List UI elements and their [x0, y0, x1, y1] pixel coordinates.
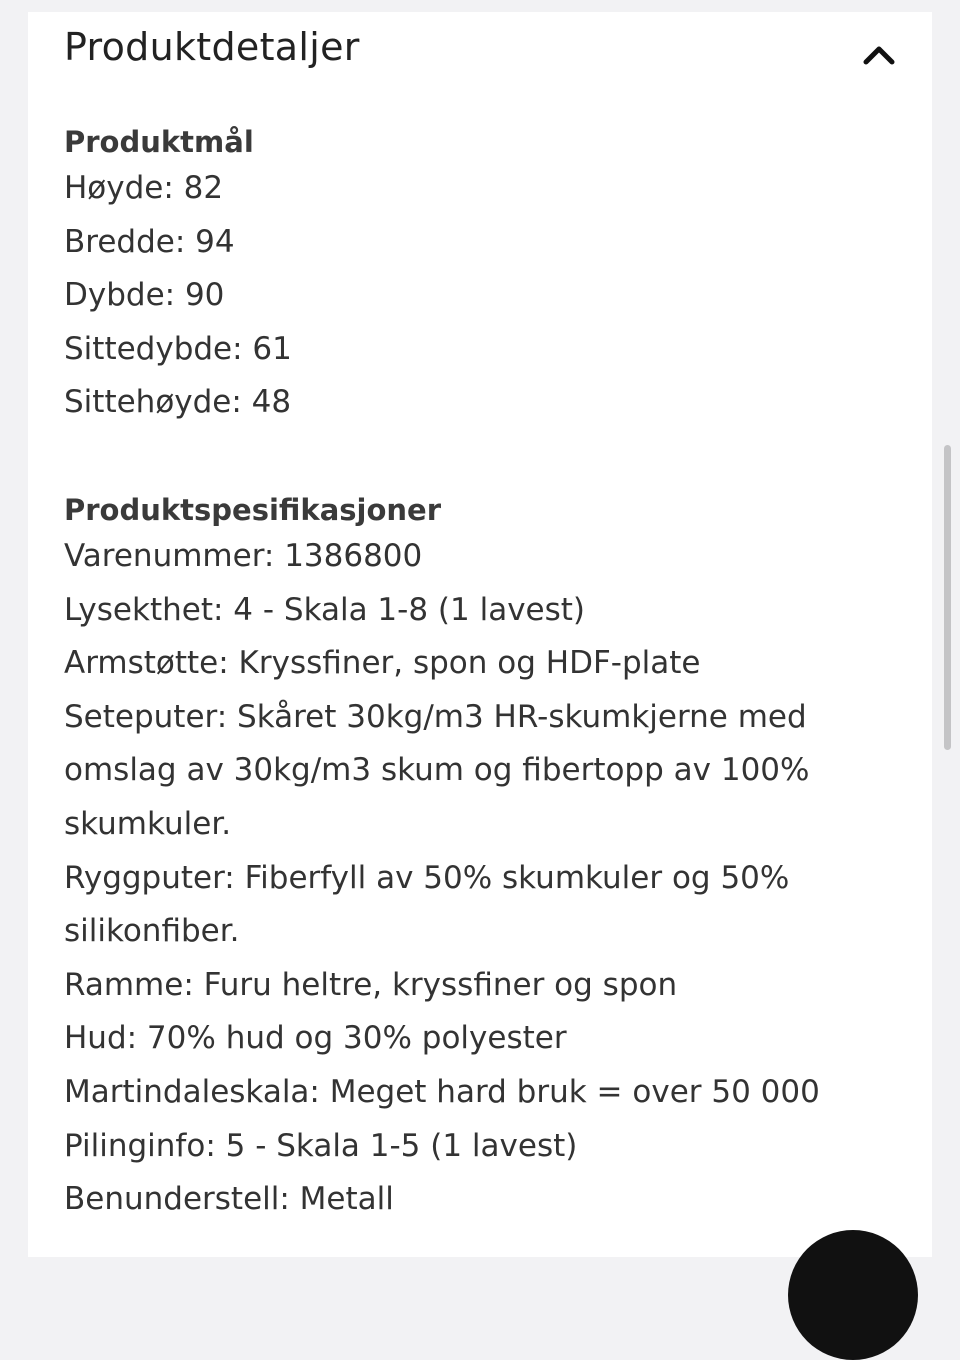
spec-frame: Ramme: Furu heltre, kryssfiner og spon — [64, 966, 678, 1003]
spec-martindale: Martindaleskala: Meget hard bruk = over 50 000 — [64, 1073, 820, 1110]
product-details-panel — [28, 12, 932, 1257]
spec-legs: Benunderstell: Metall — [64, 1181, 394, 1218]
panel-header[interactable] — [28, 12, 932, 82]
spec-leather: Hud: 70% hud og 30% polyester — [64, 1020, 567, 1057]
spec-back-cushions: Ryggputer: Fiberfyll av 50% skumkuler og 50% silikonfiber. — [64, 859, 790, 950]
collapse-button[interactable] — [858, 34, 900, 76]
section-spacer — [64, 430, 904, 490]
dimension-height: Høyde: 82 — [64, 170, 224, 206]
spec-pilling: Pilinginfo: 5 - Skala 1-5 (1 lavest) — [64, 1127, 578, 1164]
panel-content — [64, 122, 904, 1227]
scrollbar-thumb[interactable] — [944, 445, 951, 750]
dimension-seat-depth: Sittedybde: 61 — [64, 330, 292, 367]
dimension-width: Bredde: 94 — [64, 223, 235, 260]
spec-light-fastness: Lysekthet: 4 - Skala 1-8 (1 lavest) — [64, 591, 586, 628]
dimension-depth: Dybde: 90 — [64, 277, 225, 314]
spec-item-number: Varenummer: 1386800 — [64, 537, 423, 574]
spec-seat-cushions: Seteputer: Skåret 30kg/m3 HR-skumkjerne med omslag av 30kg/m3 skum og fibertopp av 100% skumkuler. — [64, 698, 810, 842]
chevron-up-icon — [861, 43, 897, 67]
dimensions-heading: Produktmål — [64, 125, 254, 159]
panel-title: Produktdetaljer — [64, 25, 360, 69]
floating-action-button[interactable] — [788, 1230, 918, 1360]
spec-armrest: Armstøtte: Kryssfiner, spon og HDF-plate — [64, 645, 701, 682]
specifications-heading: Produktspesifikasjoner — [64, 492, 442, 527]
dimension-seat-height: Sittehøyde: 48 — [64, 384, 292, 421]
